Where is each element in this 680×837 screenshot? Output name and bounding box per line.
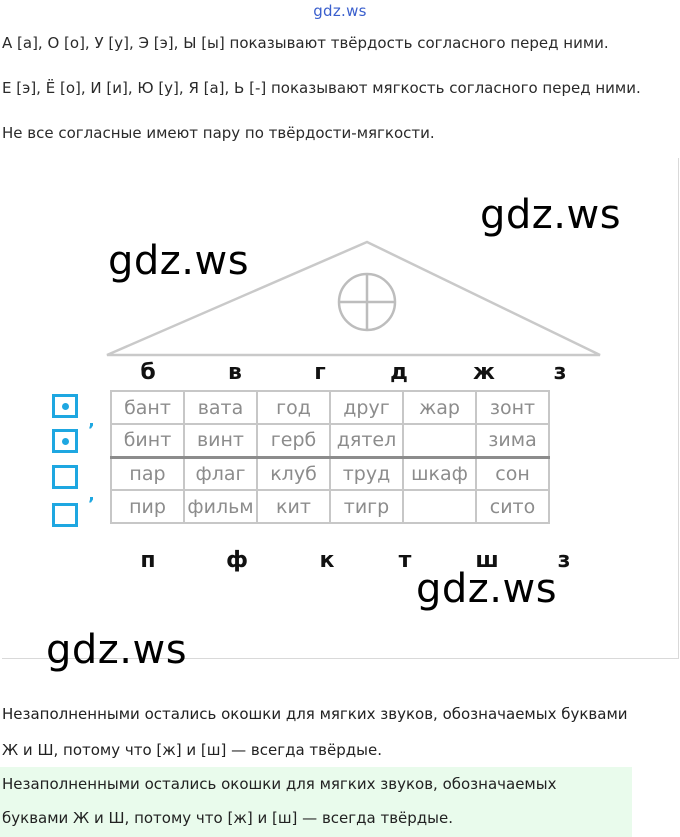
top-letter: ж (473, 360, 495, 385)
bottom-letter: п (140, 548, 156, 573)
word-cell: дятел (330, 424, 403, 457)
word-cell: кит (257, 490, 330, 523)
grid-row-hard-voiced (111, 391, 549, 424)
word-cell: сито (476, 490, 549, 523)
word-cell: бинт (111, 424, 184, 457)
highlighted-line: буквами Ж и Ш, потому что [ж] и [ш] — всегда твёрдые. (2, 809, 454, 827)
grid-row-soft-voiced (111, 424, 549, 457)
word-cell: жар (403, 391, 476, 424)
watermark-top: gdz.ws (313, 2, 367, 20)
top-letter: з (553, 360, 567, 385)
top-letter: в (228, 360, 242, 385)
words-grid (110, 390, 550, 524)
top-letter: д (390, 360, 408, 385)
word-cell: герб (257, 424, 330, 457)
marker-soft-voiceless-icon (52, 503, 78, 527)
marker-soft-voiced-icon (52, 429, 78, 453)
grid-row-soft-voiceless (111, 490, 549, 523)
watermark-2: gdz.ws (480, 192, 622, 238)
word-cell: друг (330, 391, 403, 424)
marker-hard-voiced-icon (52, 394, 78, 418)
word-cell: зима (476, 424, 549, 457)
conclusion-line: Ж и Ш, потому что [ж] и [ш] — всегда твёрдые. (2, 741, 382, 759)
soft-mark: ’ (88, 420, 95, 441)
word-cell: вата (184, 391, 257, 424)
word-cell: сон (476, 457, 549, 490)
empty-cell (403, 490, 476, 523)
bottom-letter: к (319, 548, 335, 573)
word-cell: фильм (184, 490, 257, 523)
watermark-4: gdz.ws (46, 627, 188, 673)
highlighted-line: Незаполненными остались окошки для мягких звуков, обозначаемых (2, 775, 557, 793)
rule-hard-vowels: А [а], О [о], У [у], Э [э], Ы [ы] показывают твёрдость согласного перед ними. (2, 34, 609, 52)
word-cell: бант (111, 391, 184, 424)
empty-cell (403, 424, 476, 457)
word-cell: шкаф (403, 457, 476, 490)
word-cell: винт (184, 424, 257, 457)
bottom-letter: з (557, 548, 571, 573)
watermark-3: gdz.ws (416, 566, 558, 612)
conclusion-line: Незаполненными остались окошки для мягких звуков, обозначаемых буквами (2, 705, 628, 723)
marker-hard-voiceless-icon (52, 465, 78, 489)
top-letter: г (314, 360, 326, 385)
rule-soft-vowels: Е [э], Ё [о], И [и], Ю [у], Я [а], Ь [-] показывают мягкость согласного перед ними. (2, 79, 641, 97)
word-cell: пир (111, 490, 184, 523)
top-letter: б (140, 360, 156, 385)
word-cell: клуб (257, 457, 330, 490)
word-cell: пар (111, 457, 184, 490)
watermark-1: gdz.ws (108, 238, 250, 284)
word-cell: год (257, 391, 330, 424)
word-cell: труд (330, 457, 403, 490)
bottom-letter: т (398, 548, 412, 573)
word-cell: тигр (330, 490, 403, 523)
bottom-letter: ш (475, 548, 499, 573)
word-cell: зонт (476, 391, 549, 424)
word-cell: флаг (184, 457, 257, 490)
bottom-letter: ф (226, 548, 248, 573)
grid-row-hard-voiceless (111, 457, 549, 490)
soft-mark: ’ (88, 494, 95, 515)
rule-unpaired: Не все согласные имеют пару по твёрдости-мягкости. (2, 124, 435, 142)
